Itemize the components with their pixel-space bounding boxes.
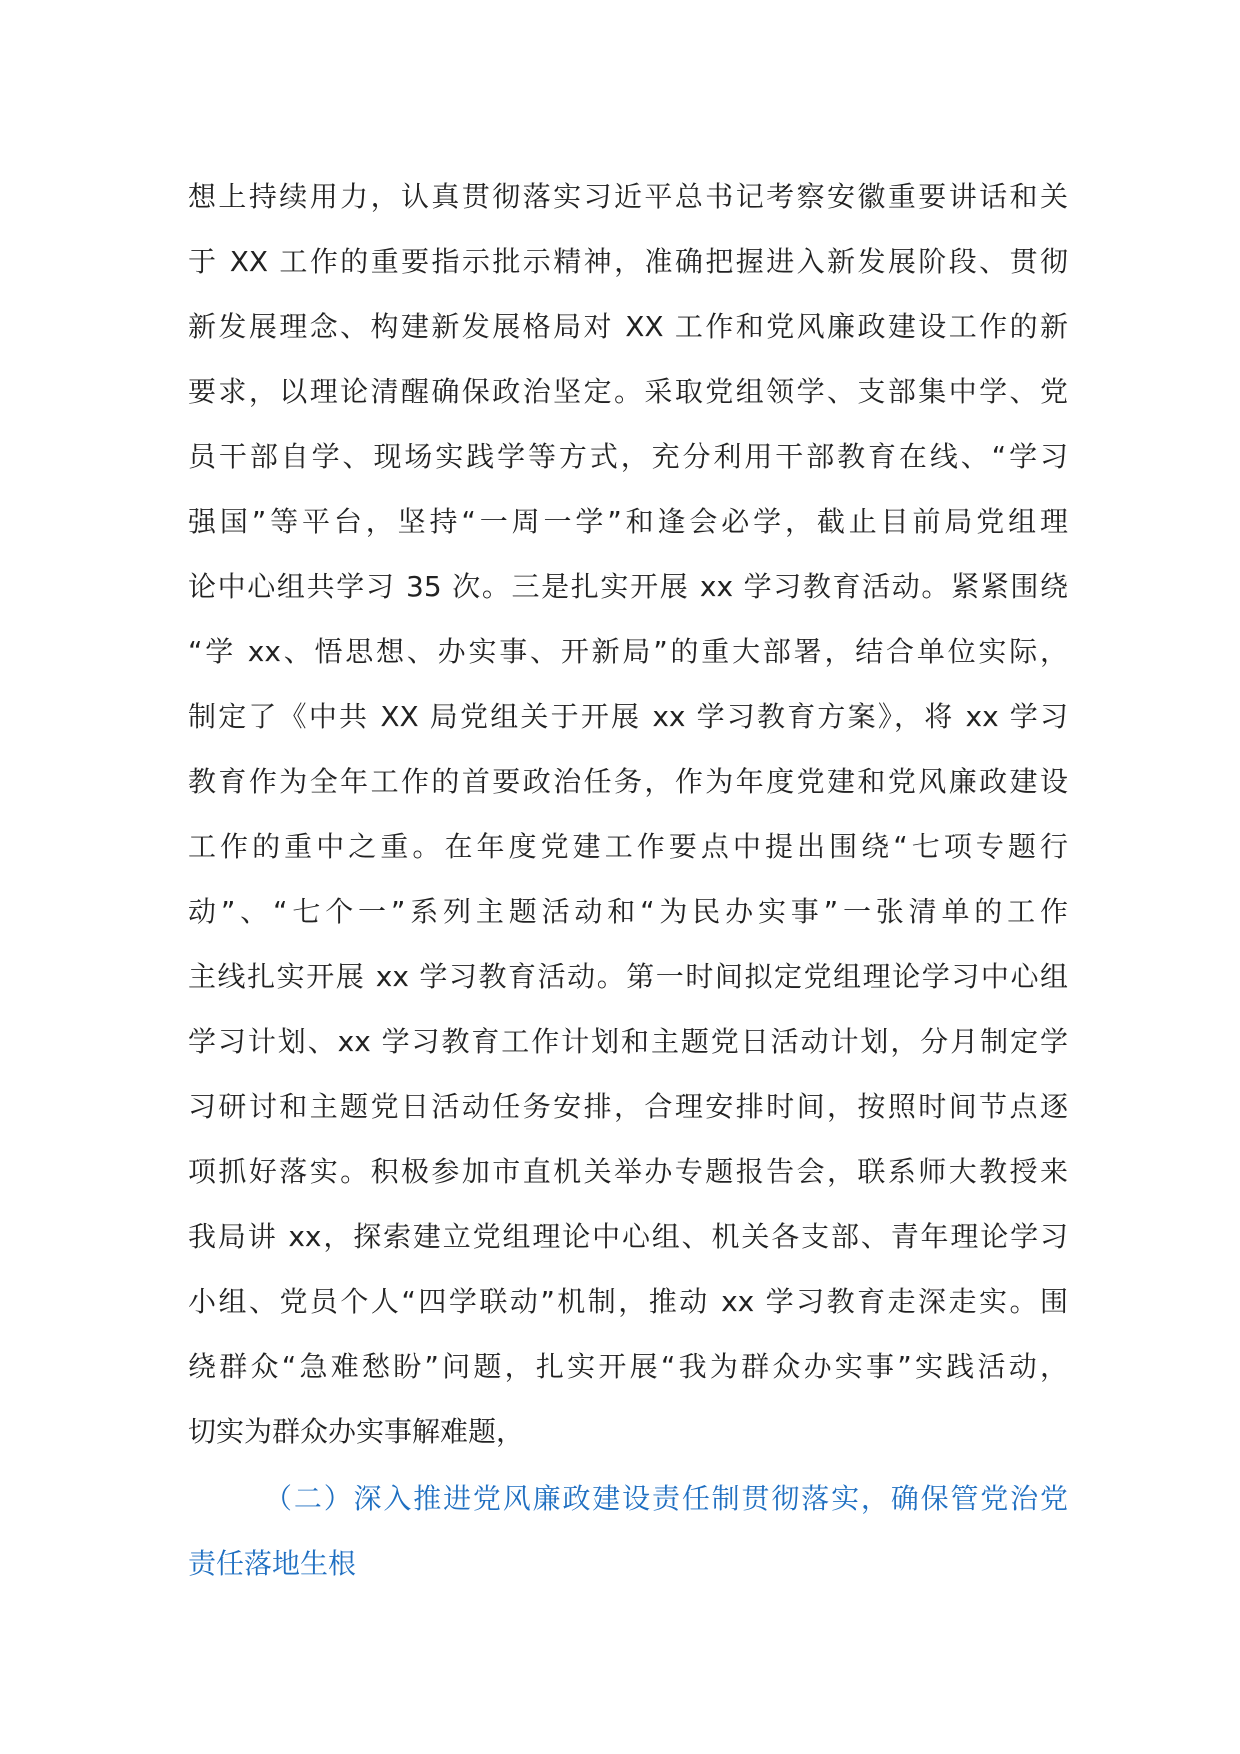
paragraph-line: 要求，以理论清醒确保政治坚定。采取党组领学、支部集中学、党 [188, 375, 1068, 408]
paragraph-line: 制定了《中共 XX 局党组关于开展 xx 学习教育方案》，将 xx 学习 [188, 700, 1068, 733]
paragraph-line: 小组、党员个人“四学联动”机制，推动 xx 学习教育走深走实。围 [188, 1285, 1068, 1318]
paragraph-line: 学习计划、xx 学习教育工作计划和主题党日活动计划，分月制定学 [188, 1025, 1068, 1058]
paragraph-line: “学 xx、悟思想、办实事、开新局”的重大部署，结合单位实际， [188, 635, 1068, 668]
paragraph-line: 主线扎实开展 xx 学习教育活动。第一时间拟定党组理论学习中心组 [188, 960, 1068, 993]
paragraph-line: 工作的重中之重。在年度党建工作要点中提出围绕“七项专题行 [188, 830, 1068, 863]
section-heading-line: 责任落地生根 [188, 1547, 357, 1580]
paragraph-line: 新发展理念、构建新发展格局对 XX 工作和党风廉政建设工作的新 [188, 310, 1068, 343]
paragraph-line: 员干部自学、现场实践学等方式，充分利用干部教育在线、“学习 [188, 440, 1068, 473]
paragraph-line: 想上持续用力，认真贯彻落实习近平总书记考察安徽重要讲话和关 [188, 180, 1068, 213]
section-heading-line: （二）深入推进党风廉政建设责任制贯彻落实，确保管党治党 [264, 1482, 1068, 1515]
paragraph-line: 教育作为全年工作的首要政治任务，作为年度党建和党风廉政建设 [188, 765, 1068, 798]
paragraph-line-last: 切实为群众办实事解难题， [188, 1415, 525, 1448]
paragraph-line: 于 XX 工作的重要指示批示精神，准确把握进入新发展阶段、贯彻 [188, 245, 1068, 278]
paragraph-line: 绕群众“急难愁盼”问题，扎实开展“我为群众办实事”实践活动， [188, 1350, 1068, 1383]
paragraph-line: 动”、“七个一”系列主题活动和“为民办实事”一张清单的工作 [188, 895, 1068, 928]
body-paragraph [188, 164, 1068, 1464]
paragraph-line: 强国”等平台，坚持“一周一学”和逢会必学，截止目前局党组理 [188, 505, 1068, 538]
paragraph-line: 我局讲 xx，探索建立党组理论中心组、机关各支部、青年理论学习 [188, 1220, 1068, 1253]
paragraph-line: 习研讨和主题党日活动任务安排，合理安排时间，按照时间节点逐 [188, 1090, 1068, 1123]
paragraph-line: 项抓好落实。积极参加市直机关举办专题报告会，联系师大教授来 [188, 1155, 1068, 1188]
paragraph-line: 论中心组共学习 35 次。三是扎实开展 xx 学习教育活动。紧紧围绕 [188, 570, 1068, 603]
section-heading [188, 1466, 1068, 1596]
